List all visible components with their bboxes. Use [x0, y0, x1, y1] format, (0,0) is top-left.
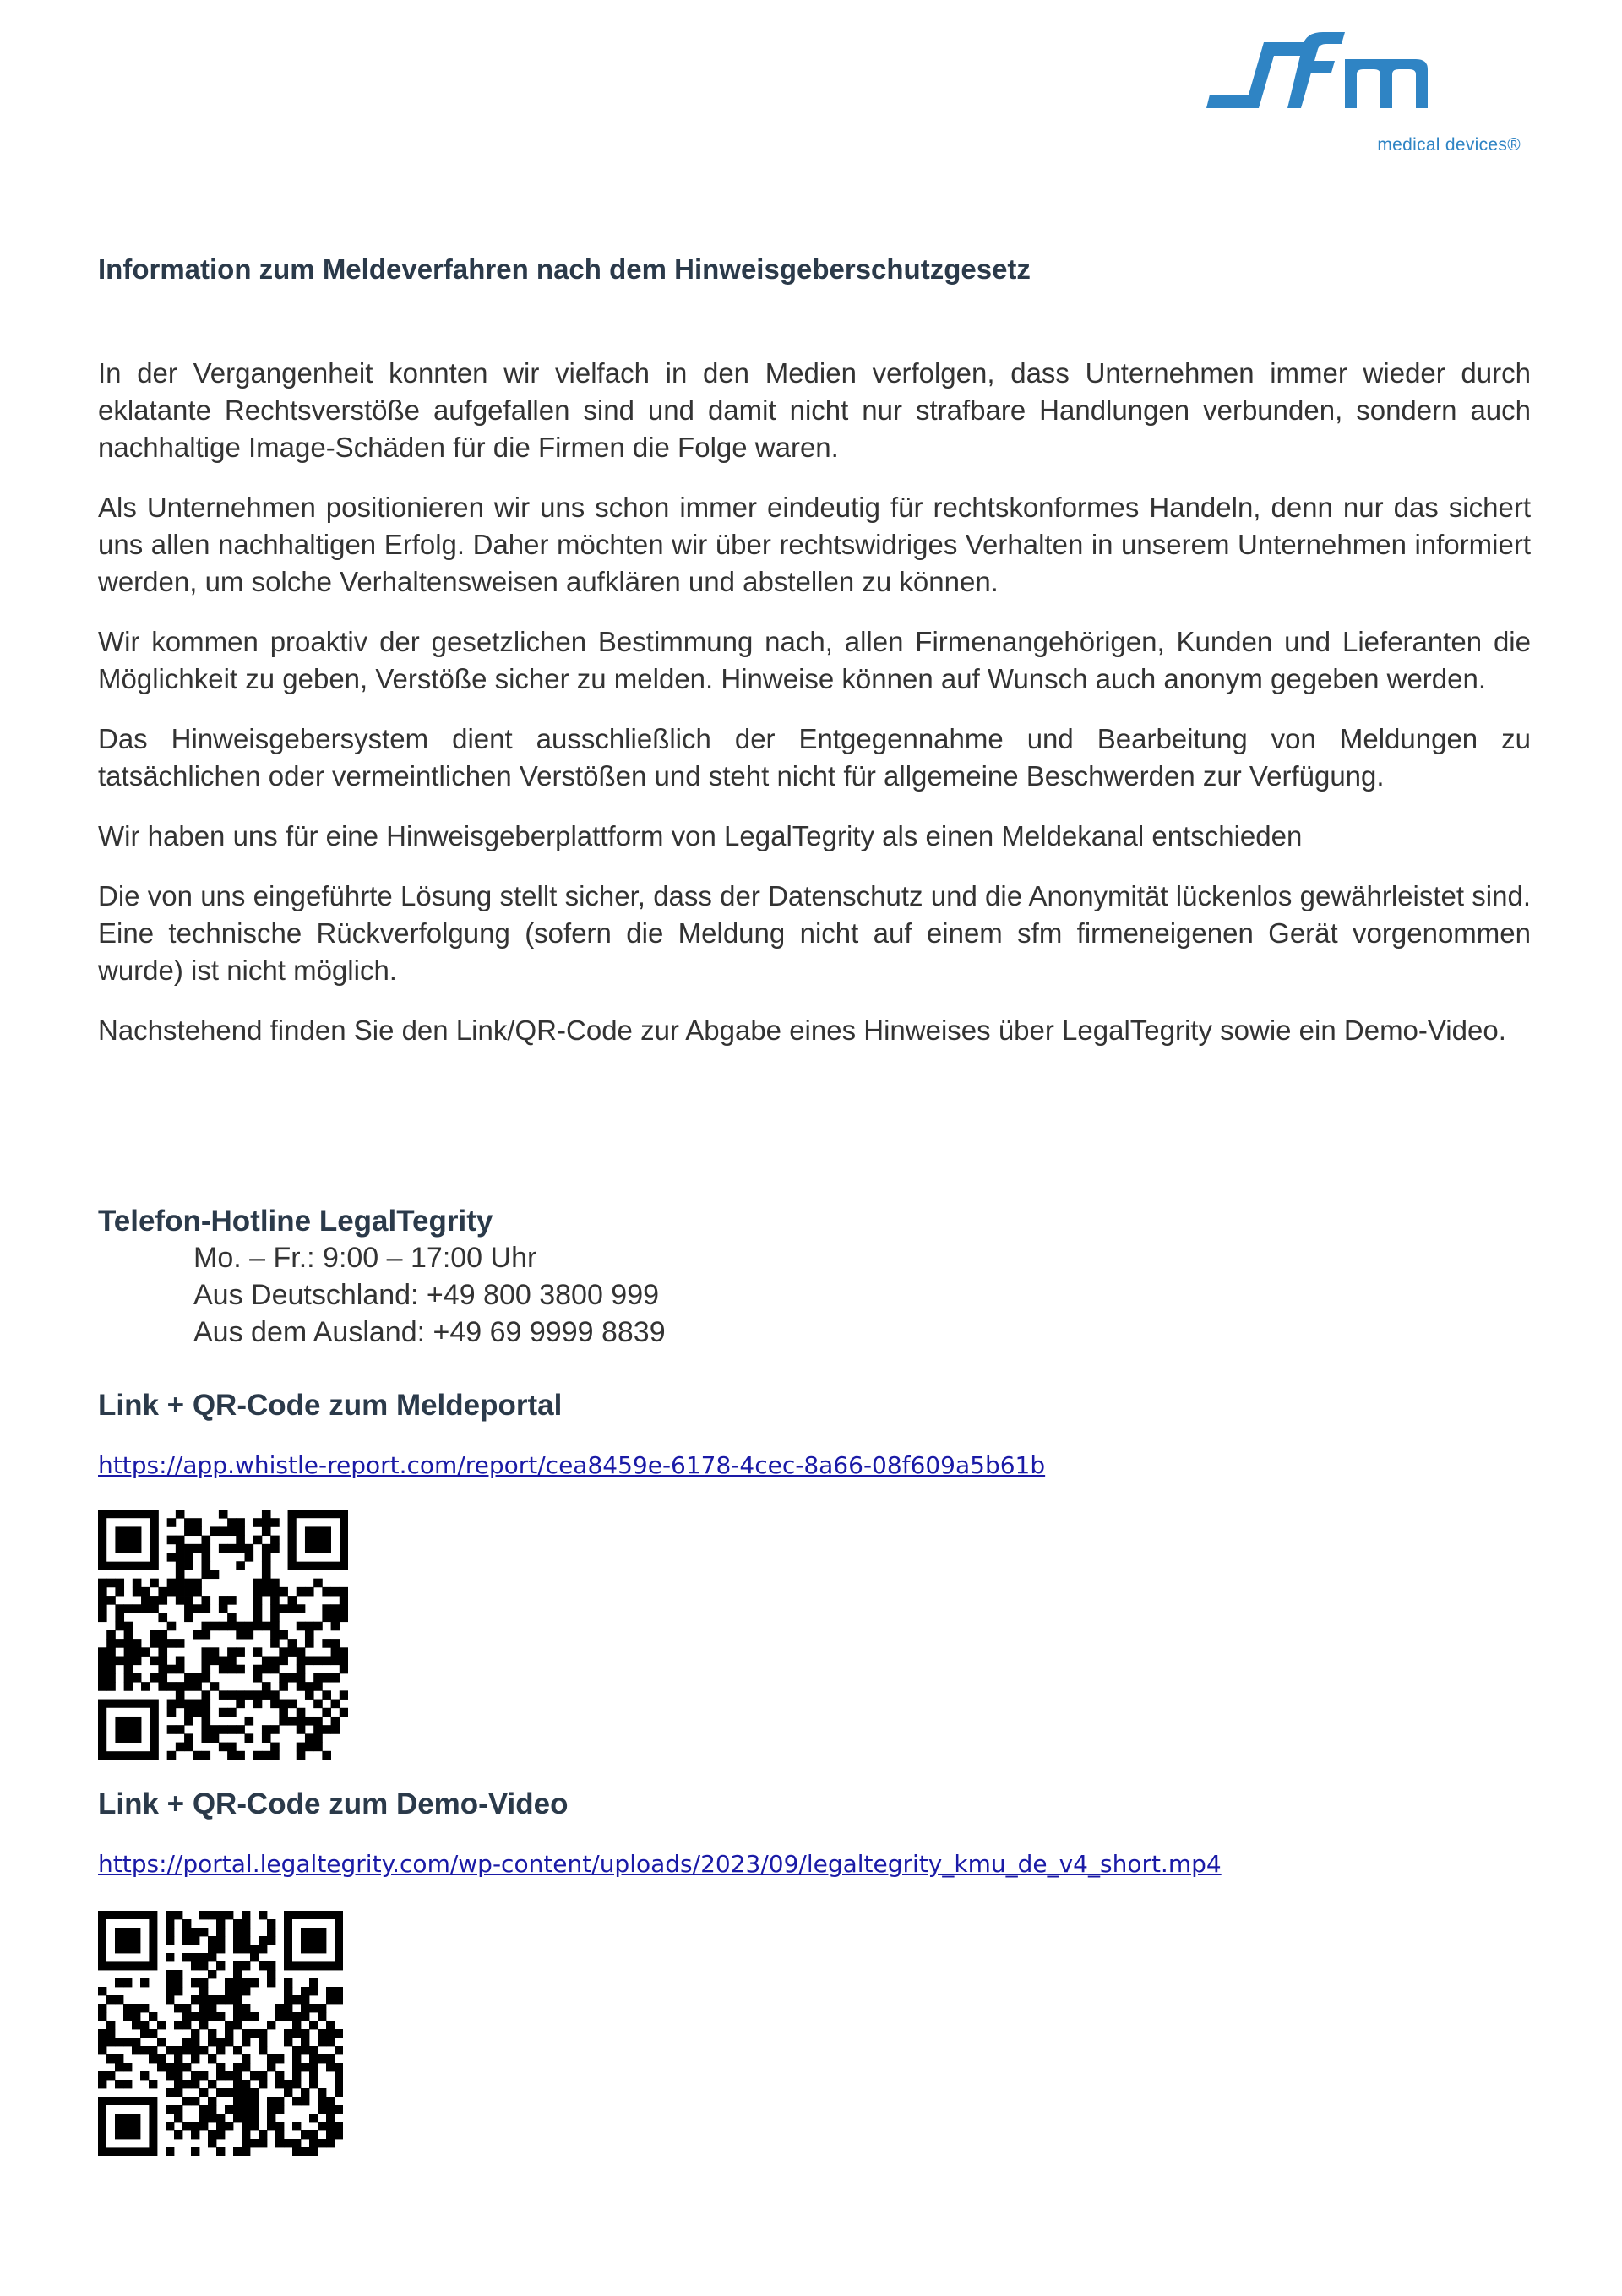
portal-section-title: Link + QR-Code zum Meldeportal — [98, 1389, 563, 1422]
paragraph: Als Unternehmen positionieren wir uns schon immer eindeutig für rechtskonformes Handeln, denn nur das sichert uns allen nachhaltigen Erfolg. Daher möchten wir über rechtswidriges Verhalten in unserem Unternehmen informiert werden, um solche Verhaltensweisen aufklären und abstellen zu können. — [98, 492, 1531, 597]
company-logo — [1200, 30, 1538, 166]
video-section-title: Link + QR-Code zum Demo-Video — [98, 1787, 569, 1820]
portal-link[interactable]: https://app.whistle-report.com/report/cea8459e-6178-4cec-8a66-08f609a5b61b — [98, 1451, 1046, 1479]
hotline-section — [98, 1204, 1531, 1351]
sfm-logo-icon — [1200, 30, 1453, 132]
video-link[interactable]: https://portal.legaltegrity.com/wp-content/uploads/2023/09/legaltegrity_kmu_de_v4_short.mp4 — [98, 1850, 1222, 1878]
paragraph: Wir kommen proaktiv der gesetzlichen Bestimmung nach, allen Firmenangehörigen, Kunden und Lieferanten die Möglichkeit zu geben, Verstöße sicher zu melden. Hinweise können auf Wunsch auch anonym gegeben werden. — [98, 626, 1531, 694]
paragraph: In der Vergangenheit konnten wir vielfach in den Medien verfolgen, dass Unternehmen immer wieder durch eklatante Rechtsverstöße aufgefallen sind und damit nicht nur strafbare Handlungen verbunden, sondern auch nachhaltige Image-Schäden für die Firmen die Folge waren. — [98, 357, 1531, 463]
logo-tagline: medical devices® — [1377, 135, 1521, 155]
paragraph: Das Hinweisgebersystem dient ausschließlich der Entgegennahme und Bearbeitung von Meldungen zu tatsächlichen oder vermeintlichen Verstößen und steht nicht für allgemeine Beschwerden zur Verfügung. — [98, 723, 1531, 792]
paragraph: Wir haben uns für eine Hinweisgeberplattform von LegalTegrity als einen Meldekanal entschieden — [98, 820, 1303, 851]
hotline-hours: Mo. – Fr.: 9:00 – 17:00 Uhr — [193, 1242, 537, 1274]
paragraph: Nachstehend finden Sie den Link/QR-Code zur Abgabe eines Hinweises über LegalTegrity sowie ein Demo-Video. — [98, 1015, 1506, 1046]
video-qr-code-icon[interactable] — [98, 1911, 343, 2160]
page-title: Information zum Meldeverfahren nach dem Hinweisgeberschutzgesetz — [98, 253, 1031, 285]
hotline-germany: Aus Deutschland: +49 800 3800 999 — [193, 1279, 660, 1311]
body-text — [98, 355, 1531, 1072]
portal-qr-code-icon[interactable] — [98, 1510, 348, 1764]
hotline-abroad: Aus dem Ausland: +49 69 9999 8839 — [193, 1316, 666, 1348]
paragraph: Die von uns eingeführte Lösung stellt sicher, dass der Datenschutz und die Anonymität lückenlos gewährleistet sind. Eine technische Rückverfolgung (sofern die Meldung nicht auf einem sfm firmeneigenen Gerät vorgenommen wurde) ist nicht möglich. — [98, 880, 1531, 986]
hotline-title: Telefon-Hotline LegalTegrity — [98, 1205, 493, 1238]
